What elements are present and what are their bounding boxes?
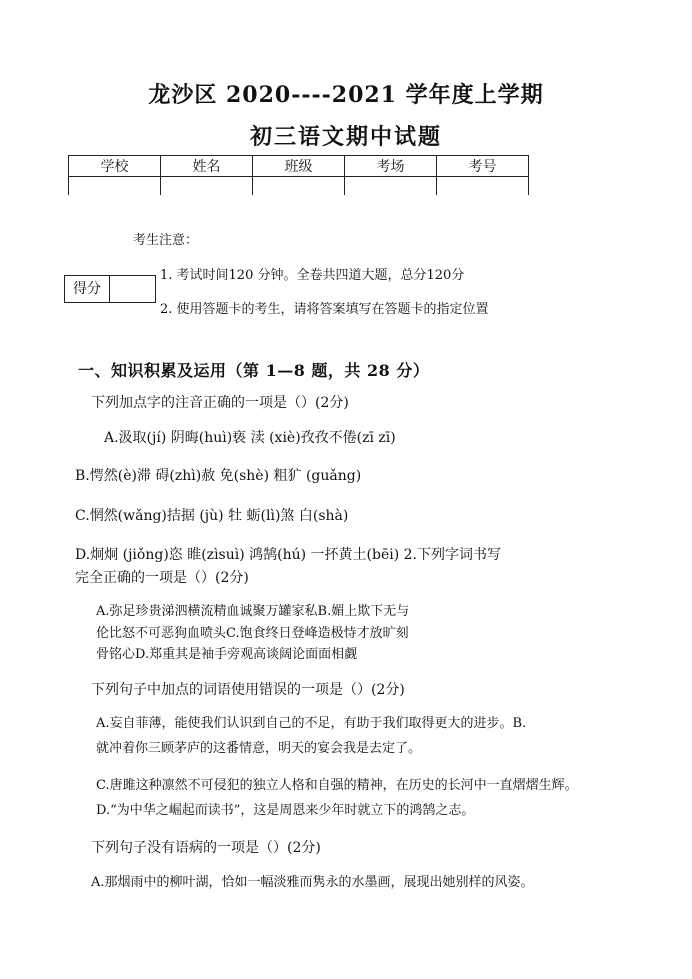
school-cell[interactable] <box>69 177 161 196</box>
q2-line-3: 骨铭心D.郑重其是袖手旁观高谈阔论面面相觑 <box>96 647 358 662</box>
q2-line-2: 伦比怒不可恶狗血喷头C.饱食终日登峰造极恃才放旷刻 <box>96 626 409 641</box>
q3-stem: 下列句子中加点的词语使用错误的一项是（）(2分) <box>91 682 405 698</box>
q4-stem: 下列句子没有语病的一项是（）(2分) <box>91 840 321 856</box>
note-item-1: 1. 考试时间120 分钟。全卷共四道大题，总分120分 <box>160 268 465 283</box>
student-info-table <box>68 155 529 195</box>
col-name: 姓名 <box>161 156 253 177</box>
col-class: 班级 <box>253 156 345 177</box>
q3-option-a: A.妄自菲薄，能使我们认识到自己的不足，有助于我们取得更大的进步。B. <box>96 716 527 731</box>
notes-label: 考生注意： <box>133 233 199 248</box>
q1-option-d: D.炯炯 (jiǒng)恣 睢(zìsuì) 鸿鹄(hú) 一抔黄土(bēi) 2.下列字词书写 <box>75 547 501 563</box>
q1-stem: 下列加点字的注音正确的一项是（）(2分) <box>91 395 349 411</box>
score-box <box>64 275 156 303</box>
q3-option-d: D.“为中华之崛起而读书”，这是周恩来少年时就立下的鸿鹄之志。 <box>96 803 475 818</box>
col-exam-room: 考场 <box>345 156 437 177</box>
section-1-title: 一、知识积累及运用（第 1—8 题，共 28 分） <box>78 361 430 380</box>
note-item-2: 2. 使用答题卡的考生，请将答案填写在答题卡的指定位置 <box>160 302 489 317</box>
q2-line-1: A.弥足珍贵涕泗横流精血诚聚万罐家私B.媚上欺下无与 <box>96 604 410 619</box>
q4-option-a: A.那烟雨中的柳叶湖，恰如一幅淡雅而隽永的水墨画，展现出她别样的风姿。 <box>91 875 534 890</box>
q2-stem: 完全正确的一项是（）(2分) <box>75 570 249 586</box>
q1-option-a: A.汲取(jí) 阴晦(huì)亵 渎 (xiè)孜孜不倦(zī zī) <box>104 430 396 446</box>
col-school: 学校 <box>69 156 161 177</box>
col-exam-number: 考号 <box>437 156 529 177</box>
exam-title-line1: 龙沙区 2020----2021 学年度上学期 <box>148 82 544 108</box>
score-label: 得分 <box>65 276 110 302</box>
q1-option-b: B.愕然(è)滞 碍(zhì)赦 免(shè) 粗犷 (guǎng) <box>75 468 362 484</box>
exam-title-line2: 初三语文期中试题 <box>249 124 442 150</box>
exam-number-cell[interactable] <box>437 177 529 196</box>
q3-option-b: 就冲着你三顾茅庐的这番情意，明天的宴会我是去定了。 <box>96 741 422 756</box>
exam-room-cell[interactable] <box>345 177 437 196</box>
q3-option-c: C.唐雎这种凛然不可侵犯的独立人格和自强的精神，在历史的长河中一直熠熠生辉。 <box>96 778 578 793</box>
q1-option-c: C.惘然(wǎng)拮据 (jù) 牡 蛎(lì)煞 白(shà) <box>75 508 349 524</box>
name-cell[interactable] <box>161 177 253 196</box>
class-cell[interactable] <box>253 177 345 196</box>
score-input[interactable] <box>110 276 155 302</box>
